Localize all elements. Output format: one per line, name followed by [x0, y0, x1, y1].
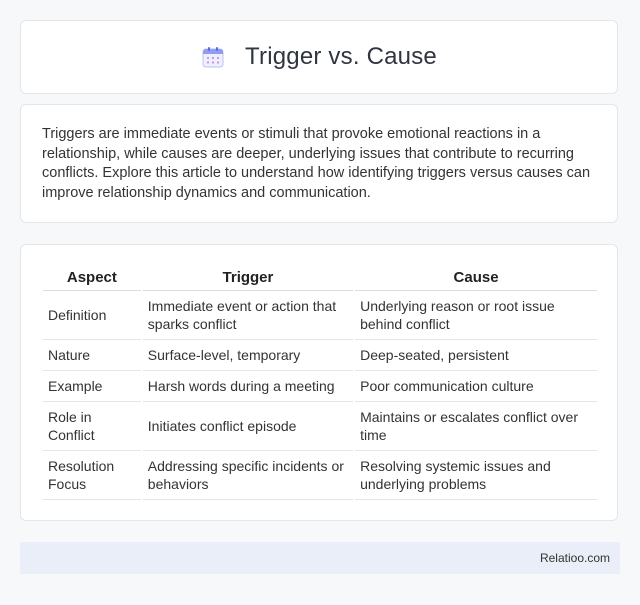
- cell-trigger: Initiates conflict episode: [143, 402, 353, 451]
- cell-aspect: Definition: [43, 291, 141, 340]
- calendar-icon: [201, 45, 225, 69]
- cell-aspect: Role in Conflict: [43, 402, 141, 451]
- title-row: [201, 43, 437, 71]
- cell-cause: Deep-seated, persistent: [355, 340, 597, 371]
- header-trigger: Trigger: [143, 264, 353, 291]
- table-row: [43, 291, 597, 340]
- footer-bar: [20, 542, 620, 574]
- intro-card: [20, 104, 618, 223]
- cell-aspect: Example: [43, 371, 141, 402]
- cell-aspect: Resolution Focus: [43, 451, 141, 500]
- header-cause: Cause: [355, 264, 597, 291]
- cell-aspect: Nature: [43, 340, 141, 371]
- footer-brand: Relatioo.com: [539, 551, 610, 565]
- cell-cause: Poor communication culture: [355, 371, 597, 402]
- table-row: [43, 371, 597, 402]
- comparison-card: [20, 244, 618, 521]
- cell-cause: Underlying reason or root issue behind conflict: [355, 291, 597, 340]
- page-title: Trigger vs. Cause: [245, 43, 437, 70]
- title-card: [20, 20, 618, 94]
- cell-cause: Resolving systemic issues and underlying problems: [355, 451, 597, 500]
- comparison-table: [41, 264, 599, 500]
- table-row: [43, 451, 597, 500]
- cell-trigger: Surface-level, temporary: [143, 340, 353, 371]
- cell-trigger: Harsh words during a meeting: [143, 371, 353, 402]
- cell-cause: Maintains or escalates conflict over time: [355, 402, 597, 451]
- table-row: [43, 402, 597, 451]
- table-header-row: [43, 264, 597, 291]
- cell-trigger: Addressing specific incidents or behaviors: [143, 451, 353, 500]
- cell-trigger: Immediate event or action that sparks conflict: [143, 291, 353, 340]
- header-aspect: Aspect: [43, 264, 141, 291]
- intro-paragraph: Triggers are immediate events or stimuli that provoke emotional reactions in a relationship, while causes are deeper, underlying issues that contribute to recurring conflicts. Explore this article to understand how identifying triggers versus causes can improve relationship dynamics and communication.: [42, 126, 591, 201]
- table-row: [43, 340, 597, 371]
